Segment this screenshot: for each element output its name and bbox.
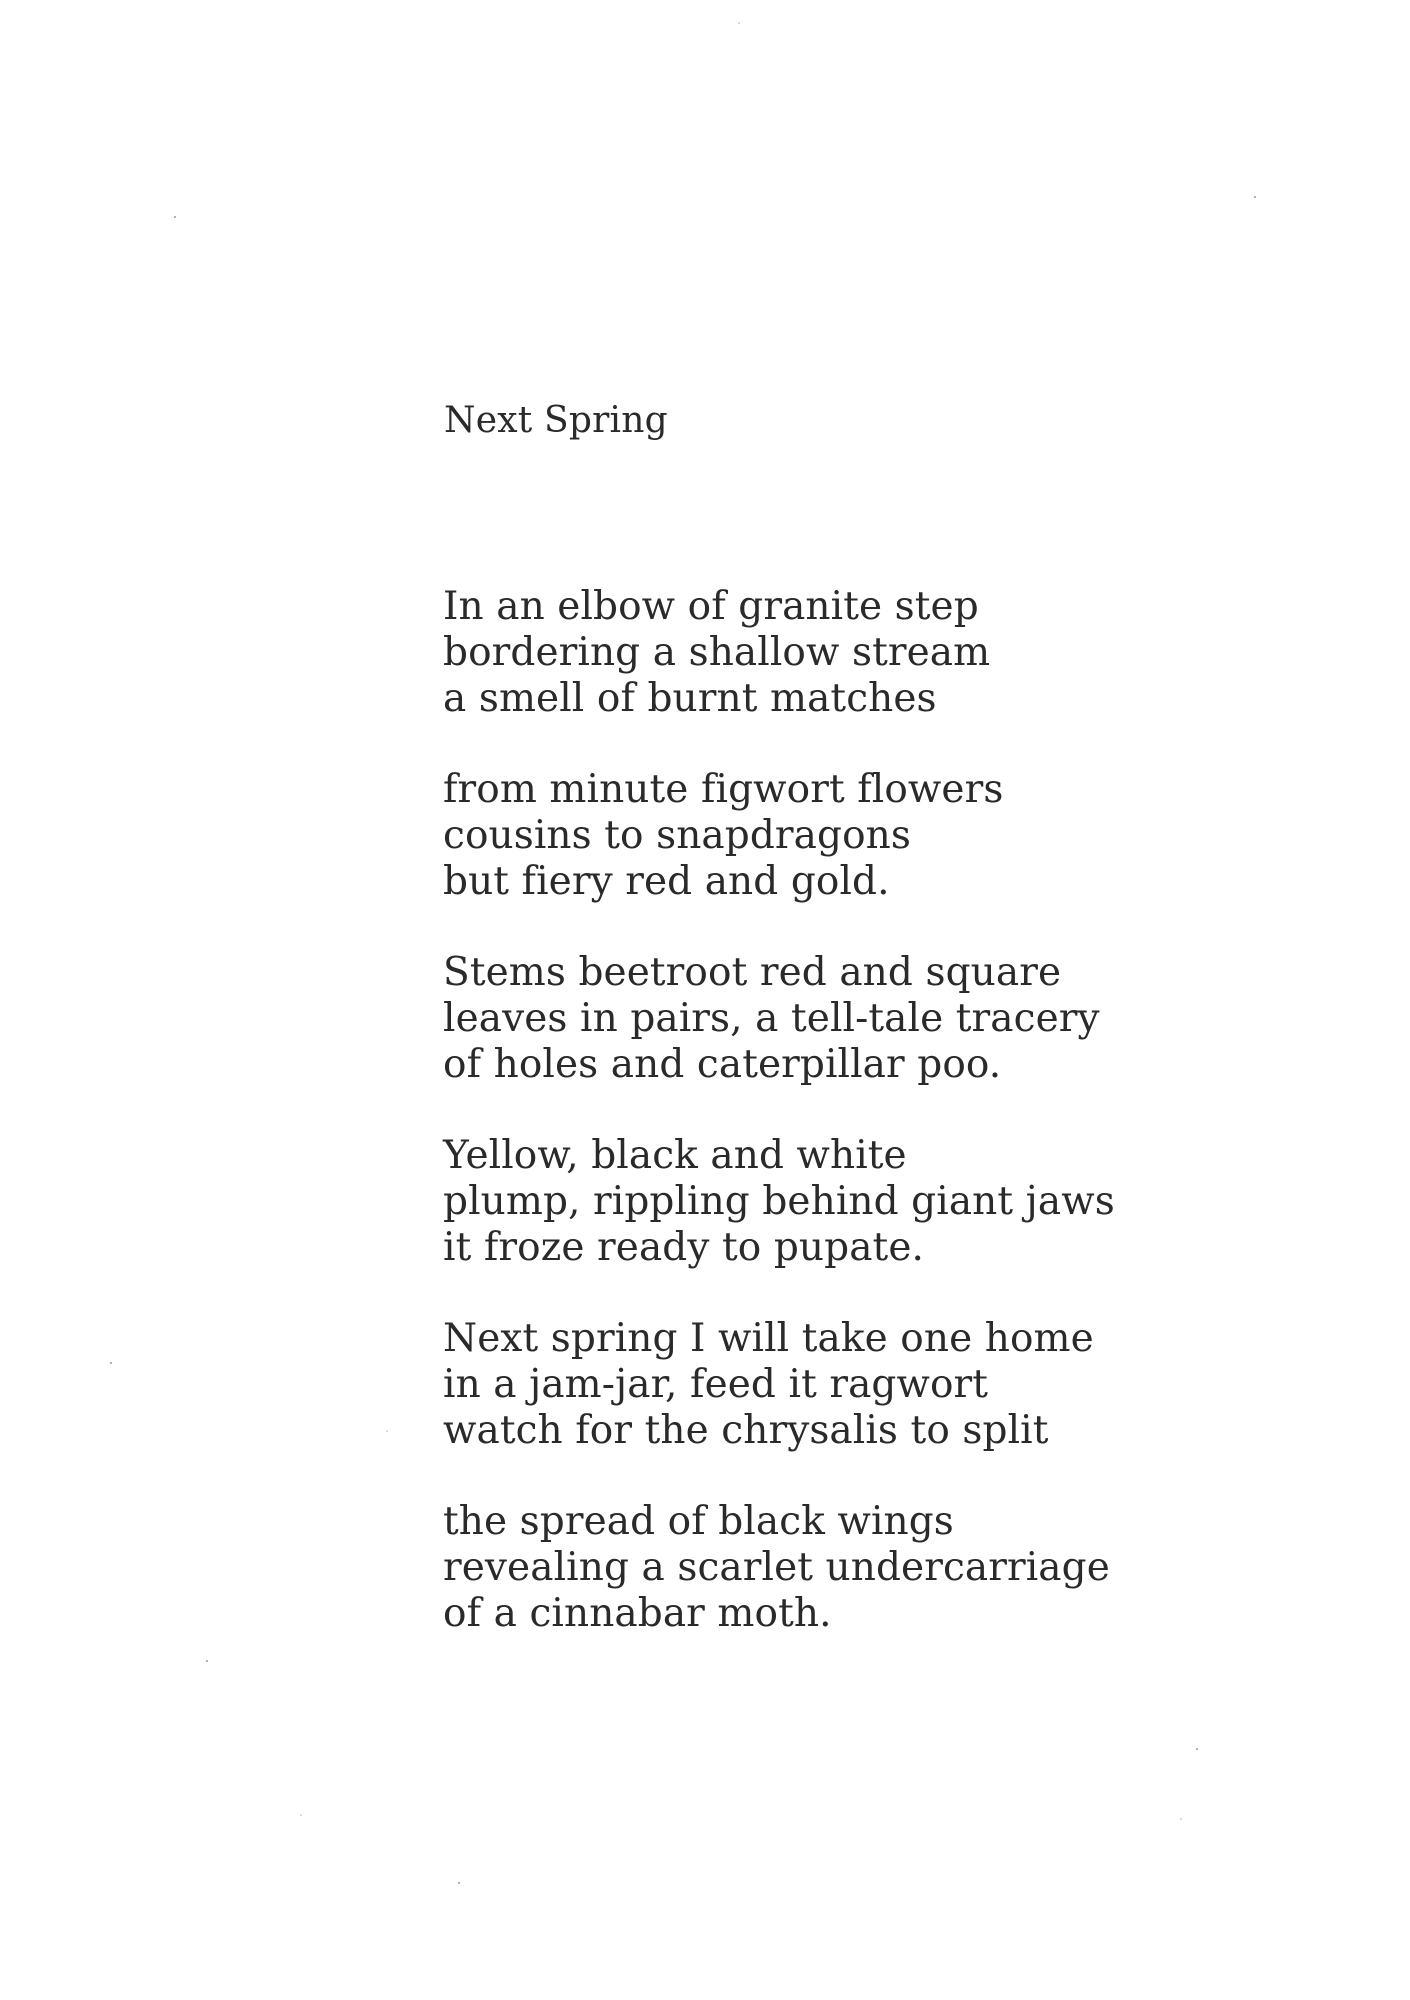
dust-speck bbox=[300, 1814, 302, 1816]
poem-line: In an elbow of granite step bbox=[443, 584, 979, 629]
stanza-4 bbox=[443, 1133, 1143, 1271]
poem-line: but fiery red and gold. bbox=[443, 859, 890, 904]
poem-line: bordering a shallow stream bbox=[443, 630, 991, 675]
poem-body bbox=[443, 584, 1143, 1682]
poem-line: cousins to snapdragons bbox=[443, 813, 911, 858]
poem-line: revealing a scarlet undercarriage bbox=[443, 1545, 1110, 1590]
poem-line: of a cinnabar moth. bbox=[443, 1591, 832, 1636]
poem-line: plump, rippling behind giant jaws bbox=[443, 1179, 1115, 1224]
dust-speck bbox=[458, 1882, 460, 1884]
poem-line: Yellow, black and white bbox=[443, 1133, 907, 1178]
dust-speck bbox=[174, 216, 176, 218]
poem-line: from minute figwort flowers bbox=[443, 767, 1004, 812]
poem-line: leaves in pairs, a tell-tale tracery bbox=[443, 996, 1100, 1041]
poem-line: it froze ready to pupate. bbox=[443, 1225, 924, 1270]
dust-speck bbox=[1254, 196, 1256, 198]
dust-speck bbox=[386, 1430, 388, 1432]
poem-line: Next spring I will take one home bbox=[443, 1316, 1094, 1361]
dust-speck bbox=[110, 1362, 112, 1364]
dust-speck bbox=[206, 1660, 208, 1662]
stanza-5 bbox=[443, 1316, 1143, 1454]
poem-line: the spread of black wings bbox=[443, 1499, 954, 1544]
dust-speck bbox=[1196, 1748, 1198, 1750]
stanza-2 bbox=[443, 767, 1143, 905]
poem-line: in a jam-jar, feed it ragwort bbox=[443, 1362, 989, 1407]
stanza-3 bbox=[443, 950, 1143, 1088]
dust-speck bbox=[1180, 1818, 1182, 1820]
poem-line: watch for the chrysalis to split bbox=[443, 1408, 1049, 1453]
poem-line: Stems beetroot red and square bbox=[443, 950, 1062, 995]
stanza-1 bbox=[443, 584, 1143, 722]
poem-title: Next Spring bbox=[444, 400, 668, 441]
stanza-6 bbox=[443, 1499, 1143, 1637]
poem-line: a smell of burnt matches bbox=[443, 676, 937, 721]
poem-line: of holes and caterpillar poo. bbox=[443, 1042, 1002, 1087]
dust-speck bbox=[738, 22, 740, 24]
